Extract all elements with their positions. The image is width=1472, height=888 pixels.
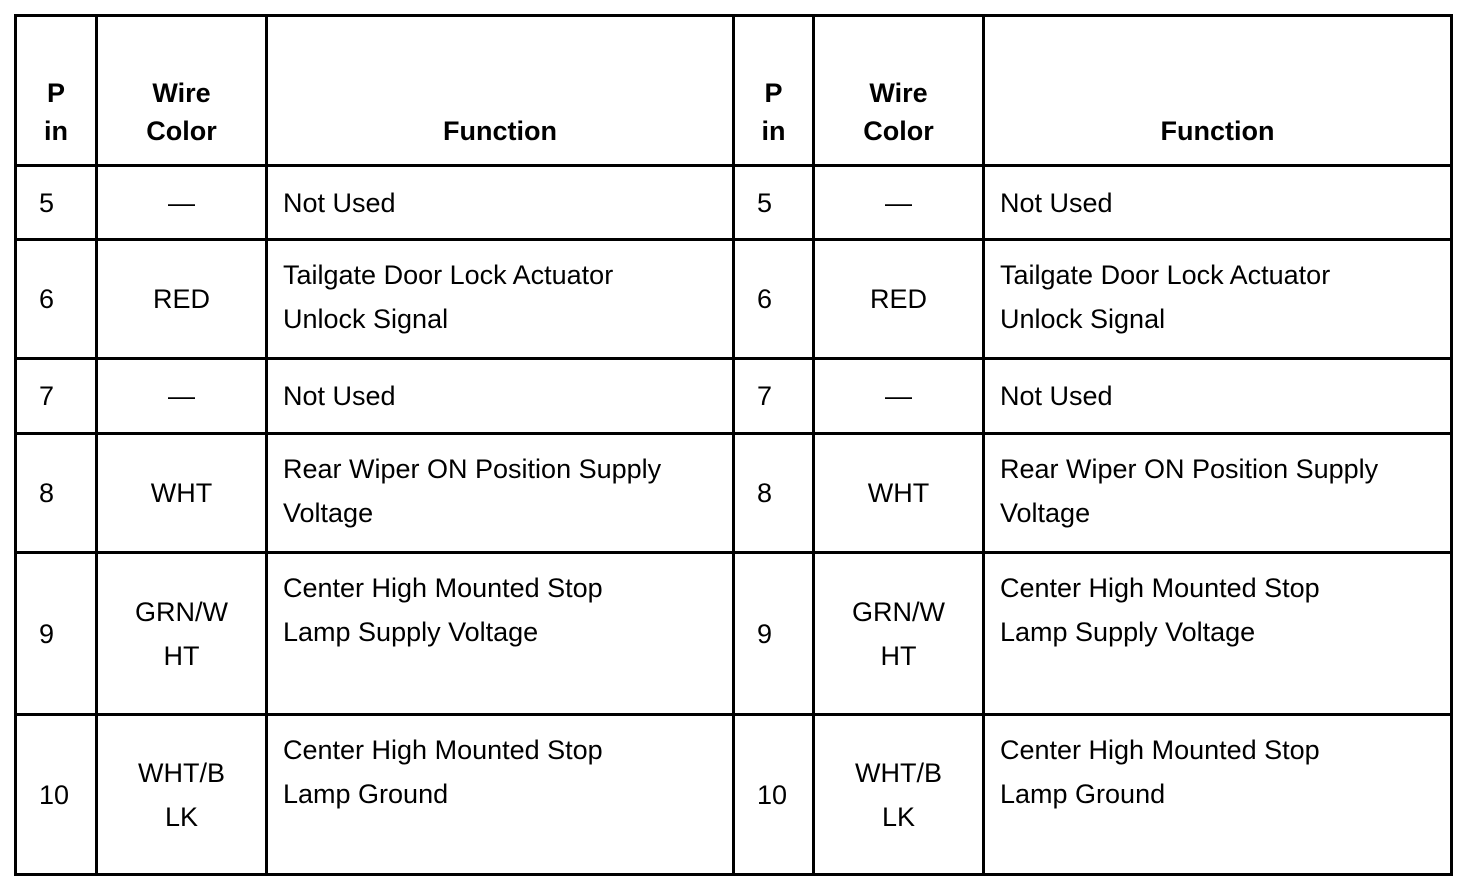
wire-color-text: LK [164,801,199,832]
function-cell [267,240,734,359]
function-text: Rear Wiper ON Position Supply [283,454,662,484]
wire-color-text: RED [869,284,927,314]
pin-cell: 6 [734,240,814,359]
function-text: Center High Mounted Stop [1000,735,1320,765]
wire-color-cell [814,715,984,875]
wire-color-text: — [885,381,912,411]
function-text: Voltage [283,498,374,528]
pin-header-left: P in [16,16,97,166]
function-text: Unlock Signal [1000,304,1166,334]
wire-color-text: GRN/W [135,596,228,627]
function-text: Not Used [283,187,396,218]
pin-cell: 10 [734,715,814,875]
wire-color-cell [97,240,267,359]
wire-color-text: RED [152,284,210,314]
wire-color-text: HT [880,640,917,671]
pin-cell: 8 [734,434,814,553]
function-cell [984,715,1452,875]
pin-cell: 6 [16,240,97,359]
wire-color-text: — [168,187,195,218]
wire-color-cell [97,434,267,553]
function-text: Not Used [1000,381,1113,411]
table-row [16,434,1452,553]
function-text: Center High Mounted Stop [1000,573,1320,603]
wire-color-cell [97,715,267,875]
function-text: Unlock Signal [283,304,449,334]
pin-cell: 7 [16,359,97,434]
wire-color-text: HT [163,640,200,671]
pin-cell: 10 [16,715,97,875]
function-cell [267,553,734,715]
table-row [16,553,1452,715]
function-text: Tailgate Door Lock Actuator [1000,260,1331,290]
wire-color-text: — [885,187,912,218]
pin-cell: 8 [16,434,97,553]
table-row [16,166,1452,240]
wire-color-text: — [168,381,195,411]
function-cell [267,166,734,240]
pin-header-right: P in [734,16,814,166]
wire-color-text: WHT/B [138,757,225,788]
function-text: Lamp Supply Voltage [283,617,539,647]
function-header-left: Function [267,16,734,166]
function-text: Lamp Ground [283,779,449,809]
function-cell [984,434,1452,553]
function-cell [984,359,1452,434]
pin-cell: 7 [734,359,814,434]
connector-pinout-table [14,14,1453,876]
table-row [16,715,1452,875]
function-cell [267,359,734,434]
function-cell [267,715,734,875]
table-row [16,359,1452,434]
function-text: Lamp Supply Voltage [1000,617,1256,647]
wire-color-text: GRN/W [852,596,945,627]
function-cell [984,166,1452,240]
function-cell [267,434,734,553]
function-header-right: Function [984,16,1452,166]
wire-color-cell [97,553,267,715]
function-text: Lamp Ground [1000,779,1166,809]
wire-color-cell [814,359,984,434]
wire-color-cell [97,359,267,434]
wire-color-cell [814,553,984,715]
wire-color-text: WHT/B [855,757,942,788]
wire-color-text: WHT [867,478,930,508]
wire-color-cell [814,166,984,240]
wire-color-cell [814,240,984,359]
pin-cell: 5 [16,166,97,240]
wire-color-cell [814,434,984,553]
function-text: Not Used [1000,187,1113,218]
pin-cell: 9 [16,553,97,715]
pin-cell: 9 [734,553,814,715]
function-text: Not Used [283,381,396,411]
function-text: Voltage [1000,498,1091,528]
wire-color-text: WHT [150,478,213,508]
function-text: Tailgate Door Lock Actuator [283,260,614,290]
wire-color-header-left: Wire Color [97,16,267,166]
function-text: Rear Wiper ON Position Supply [1000,454,1379,484]
wire-color-text: LK [881,801,916,832]
pin-cell: 5 [734,166,814,240]
function-cell [984,553,1452,715]
header-row [16,16,1452,166]
function-text: Center High Mounted Stop [283,735,603,765]
function-cell [984,240,1452,359]
wire-color-cell [97,166,267,240]
table-row [16,240,1452,359]
wire-color-header-right: Wire Color [814,16,984,166]
function-text: Center High Mounted Stop [283,573,603,603]
